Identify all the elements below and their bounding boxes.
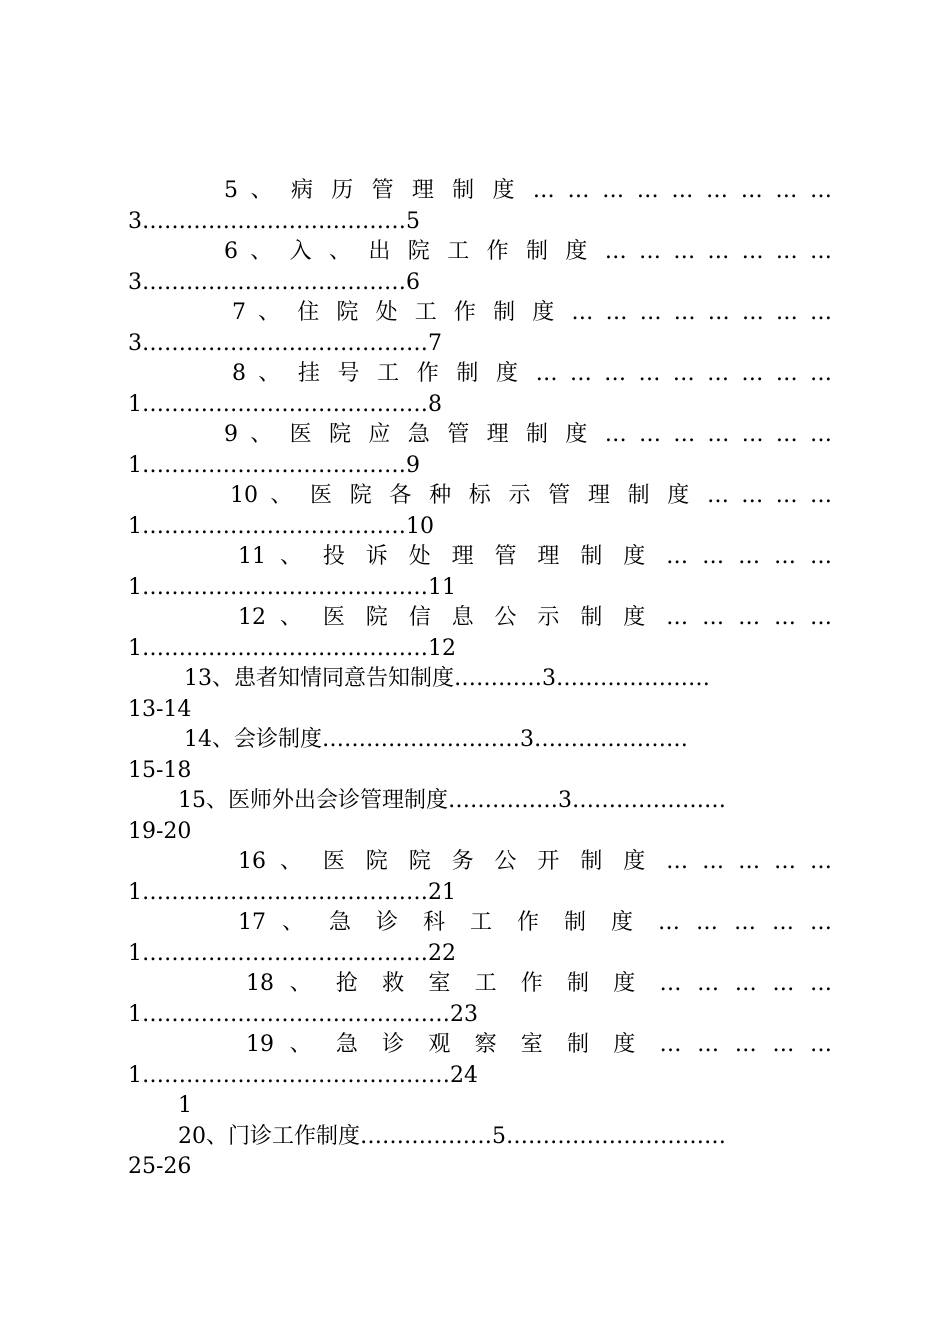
toc-entry	[128, 847, 832, 908]
toc-entry	[128, 481, 832, 542]
toc-entry	[128, 237, 832, 298]
toc-entry-pages: 3………………………………5	[128, 208, 420, 234]
table-of-contents	[128, 176, 832, 1183]
toc-entry	[128, 420, 832, 481]
toc-entry	[128, 176, 832, 237]
toc-entry-pages: 25-26	[128, 1154, 192, 1179]
toc-entry	[128, 664, 832, 725]
toc-entry-title: 18 、 抢 救 室 工 作 制 度 … … … … …	[246, 971, 832, 996]
toc-entry-pages: 1…………………………………11	[128, 574, 456, 600]
toc-entry-title: 19 、 急 诊 观 察 室 制 度 … … … … …	[246, 1032, 832, 1057]
toc-entry-pages: 1…………………………………22	[128, 940, 456, 966]
toc-entry-pages: 1………………………………9	[128, 452, 420, 478]
toc-entry-pages: 1…………………………………8	[128, 391, 442, 417]
toc-entry-title: 14、会诊制度………………………3…………………	[184, 727, 688, 752]
toc-entry-pages: 1……………………………………23	[128, 1001, 478, 1027]
toc-entry-title: 6 、 入 、 出 院 工 作 制 度 … … … … … … …	[224, 239, 832, 264]
toc-entries	[128, 176, 832, 1091]
stray-page-number: 1	[178, 1093, 192, 1118]
toc-entry	[128, 603, 832, 664]
toc-entry	[128, 908, 832, 969]
toc-entry-title: 8 、 挂 号 工 作 制 度 … … … … … … … … …	[232, 361, 832, 386]
toc-entry	[128, 298, 832, 359]
toc-entry-title: 5 、 病 历 管 理 制 度 … … … … … … … … …	[224, 178, 832, 203]
toc-entry-pages: 1…………………………………21	[128, 879, 456, 905]
toc-entry-pages: 1…………………………………12	[128, 635, 456, 661]
toc-entry-title: 10 、 医 院 各 种 标 示 管 理 制 度 … … … …	[230, 483, 832, 508]
toc-entry-pages: 1……………………………………24	[128, 1062, 478, 1088]
toc-entry-title: 9 、 医 院 应 急 管 理 制 度 … … … … … … …	[224, 422, 832, 447]
toc-entry-pages: 19-20	[128, 818, 192, 844]
toc-entry-title: 16 、 医 院 院 务 公 开 制 度 … … … … …	[238, 849, 832, 874]
toc-entry-title: 15、医师外出会诊管理制度……………3…………………	[178, 788, 726, 813]
toc-entry	[128, 969, 832, 1030]
toc-entry-pages: 13-14	[128, 696, 192, 722]
toc-entry-title: 11 、 投 诉 处 理 管 理 制 度 … … … … …	[238, 544, 832, 569]
toc-entry-title: 12 、 医 院 信 息 公 示 制 度 … … … … …	[238, 605, 832, 630]
toc-entry-title: 13、患者知情同意告知制度…………3…………………	[184, 666, 710, 691]
toc-entry-pages: 3………………………………6	[128, 269, 420, 295]
toc-entry-pages: 3…………………………………7	[128, 330, 442, 356]
toc-entry	[128, 1030, 832, 1091]
toc-entry	[128, 359, 832, 420]
toc-entry-title: 7 、 住 院 处 工 作 制 度 … … … … … … … …	[232, 300, 832, 325]
toc-entry	[128, 1122, 832, 1183]
toc-entry-pages: 1………………………………10	[128, 513, 434, 539]
toc-entry-title: 20、门诊工作制度………………5…………………………	[178, 1123, 726, 1149]
toc-entry-pages: 15-18	[128, 757, 192, 783]
toc-entry	[128, 786, 832, 847]
toc-entry-title: 17 、 急 诊 科 工 作 制 度 … … … … …	[238, 910, 832, 935]
toc-entry	[128, 542, 832, 603]
toc-entry	[128, 725, 832, 786]
